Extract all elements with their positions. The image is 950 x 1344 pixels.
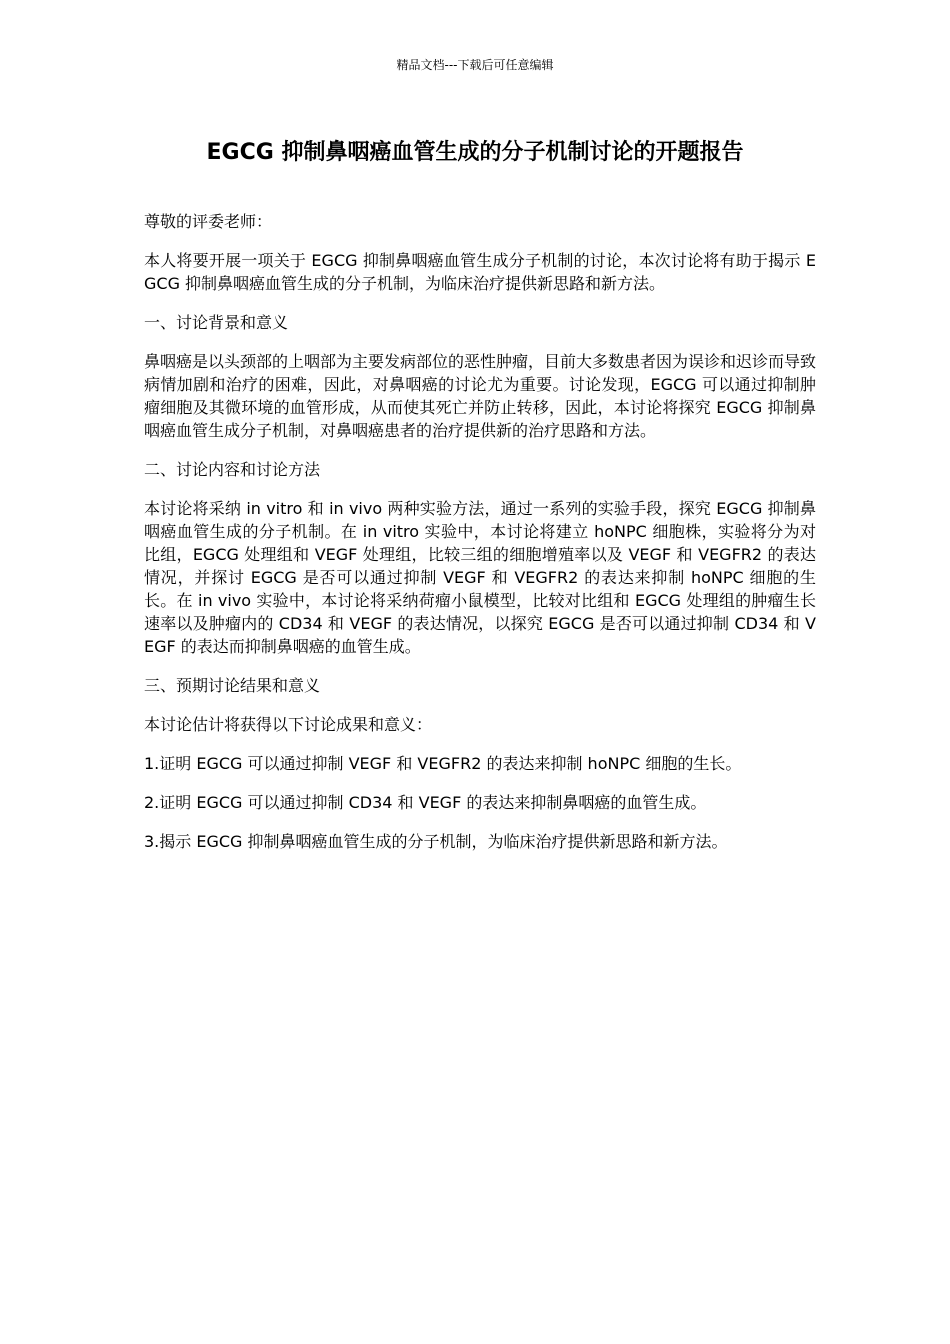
background-paragraph: 鼻咽癌是以头颈部的上咽部为主要发病部位的恶性肿瘤，目前大多数患者因为误诊和迟诊而导致病情加剧和治疗的困难，因此，对鼻咽癌的讨论尤为重要。讨论发现，EGCG 可以通过抑制肿瘤细胞及其微环境的血管形成，从而使其死亡并防止转移，因此，本讨论将探究 EGCG 抑制鼻咽癌血管生成分子机制，对鼻咽癌患者的治疗提供新的治疗思路和方法。 bbox=[144, 352, 817, 440]
intro-paragraph: 本人将要开展一项关于 EGCG 抑制鼻咽癌血管生成分子机制的讨论，本次讨论将有助于揭示 EGCG 抑制鼻咽癌血管生成的分子机制，为临床治疗提供新思路和新方法。 bbox=[144, 251, 816, 293]
document-title: EGCG 抑制鼻咽癌血管生成的分子机制讨论的开题报告 bbox=[206, 140, 744, 165]
page-header: 精品文档---下载后可任意编辑 bbox=[396, 58, 554, 72]
section-heading-results: 三、预期讨论结果和意义 bbox=[144, 676, 321, 695]
section-heading-methods: 二、讨论内容和讨论方法 bbox=[144, 460, 321, 479]
result-item-1: 1.证明 EGCG 可以通过抑制 VEGF 和 VEGFR2 的表达来抑制 hoNPC 细胞的生长。 bbox=[144, 754, 742, 773]
methods-paragraph: 本讨论将采纳 in vitro 和 in vivo 两种实验方法，通过一系列的实验手段，探究 EGCG 抑制鼻咽癌血管生成的分子机制。在 in vitro 实验中，本讨论将建立 hoNPC 细胞株，实验将分为对比组，EGCG 处理组和 VEGF 处理组，比较三组的细胞增殖率以及 VEGF 和 VEGFR2 的表达情况，并探讨 EGCG 是否可以通过抑制 VEGF 和 VEGFR2 的表达来抑制 hoNPC 细胞的生长。在 in vivo 实验中，本讨论将采纳荷瘤小鼠模型，比较对比组和 EGCG 处理组的肿瘤生长速率以及肿瘤内的 CD34 和 VEGF 的表达情况，以探究 EGCG 是否可以通过抑制 CD34 和 VEGF 的表达而抑制鼻咽癌的血管生成。 bbox=[144, 499, 816, 656]
results-intro: 本讨论估计将获得以下讨论成果和意义： bbox=[144, 715, 433, 734]
salutation: 尊敬的评委老师： bbox=[144, 212, 273, 231]
result-item-2: 2.证明 EGCG 可以通过抑制 CD34 和 VEGF 的表达来抑制鼻咽癌的血管生成。 bbox=[144, 793, 707, 812]
section-heading-background: 一、讨论背景和意义 bbox=[144, 313, 289, 332]
result-item-3: 3.揭示 EGCG 抑制鼻咽癌血管生成的分子机制，为临床治疗提供新思路和新方法。 bbox=[144, 832, 728, 851]
document-body bbox=[144, 210, 816, 869]
